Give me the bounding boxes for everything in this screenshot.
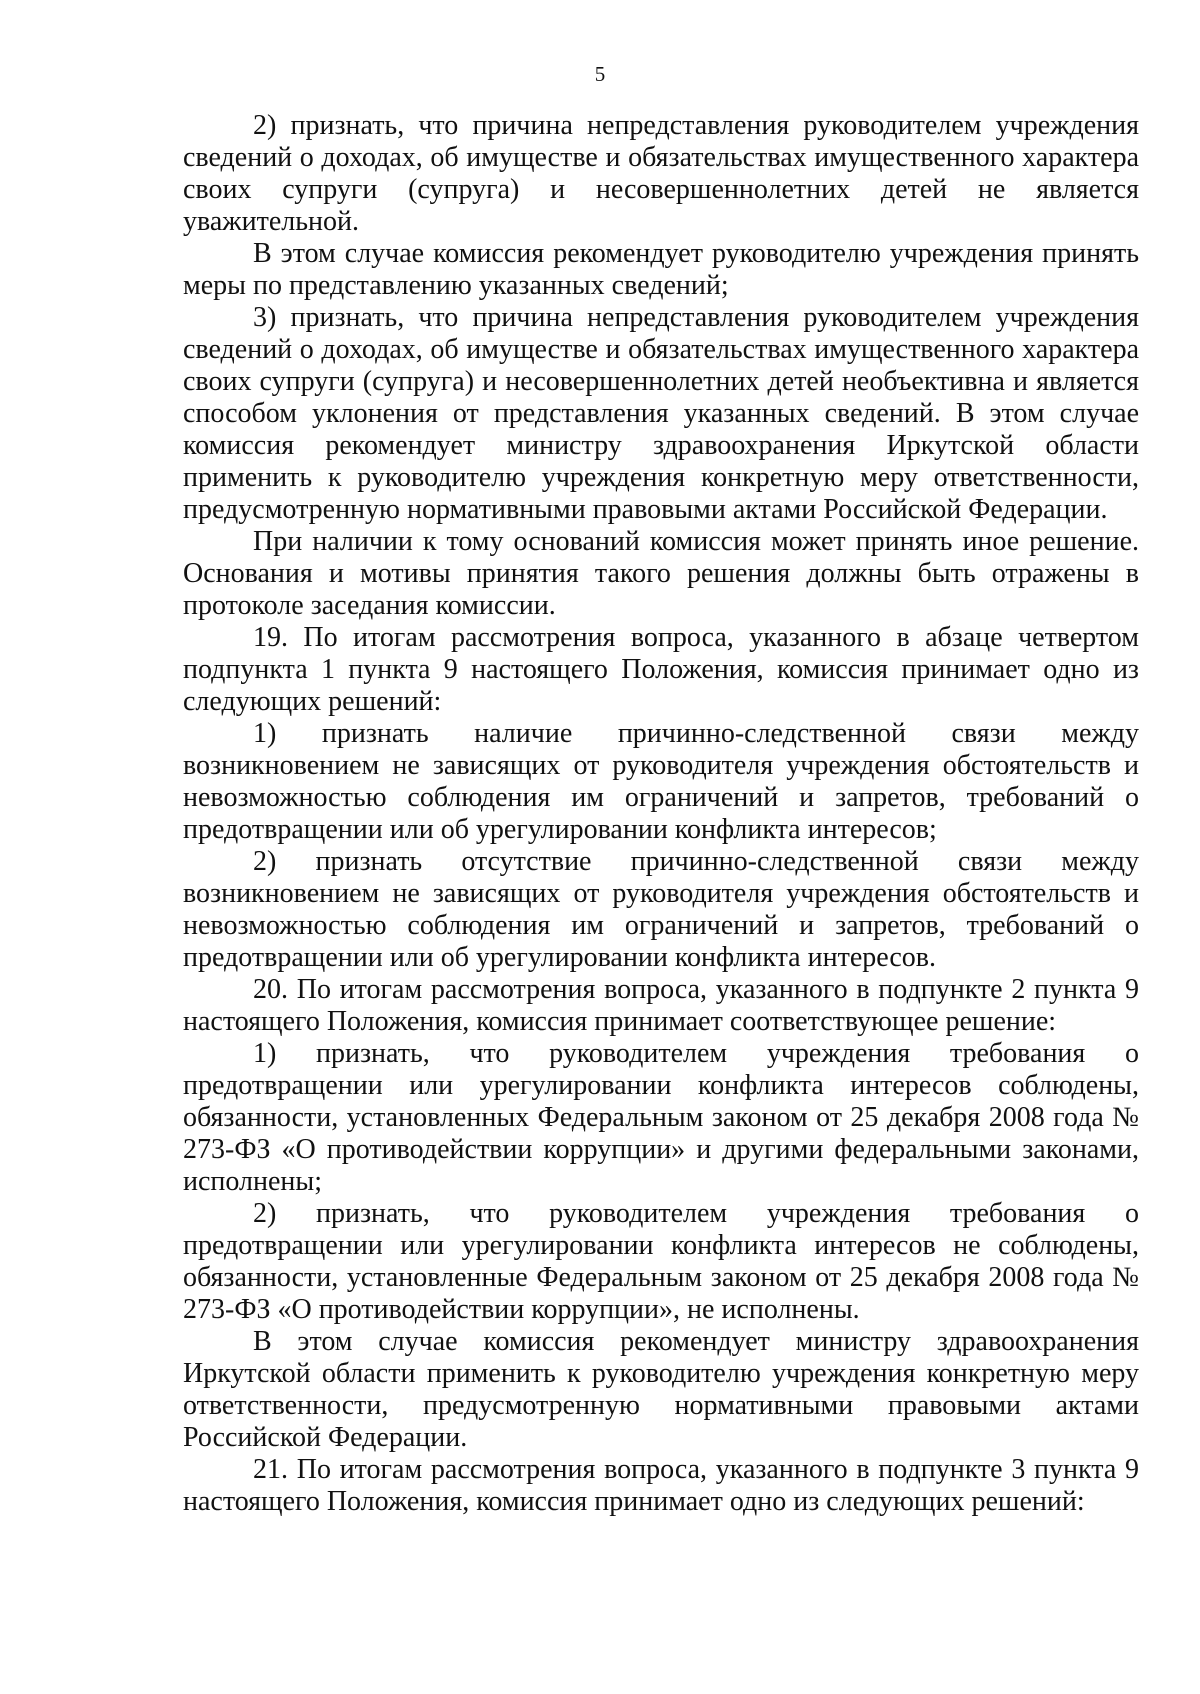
paragraph-section-21: 21. По итогам рассмотрения вопроса, указанного в подпункте 3 пункта 9 настоящего Положения, комиссия принимает одно из следующих решений: [183, 1454, 1139, 1517]
paragraph-20-recommendation: В этом случае комиссия рекомендует министру здравоохранения Иркутской области применить к руководителю учреждения конкретную меру ответственности, предусмотренную нормативными правовыми актами Российской Федерации. [183, 1326, 1139, 1453]
paragraph-other-decision: При наличии к тому оснований комиссия может принять иное решение. Основания и мотивы принятия такого решения должны быть отражены в протоколе заседания комиссии. [183, 526, 1139, 621]
paragraph-section-19: 19. По итогам рассмотрения вопроса, указанного в абзаце четвертом подпункта 1 пункта 9 настоящего Положения, комиссия принимает одно из следующих решений: [183, 622, 1139, 717]
paragraph-19-item-2: 2) признать отсутствие причинно-следственной связи между возникновением не зависящих от руководителя учреждения обстоятельств и невозможностью соблюдения им ограничений и запретов, требований о предотвращении или об урегулировании конфликта интересов. [183, 846, 1139, 973]
paragraph-item-2-not-valid: 2) признать, что причина непредставления руководителем учреждения сведений о доходах, об имуществе и обязательствах имущественного характера своих супруги (супруга) и несовершеннолетних детей не является уважительной. [183, 110, 1139, 237]
paragraph-recommend-measures: В этом случае комиссия рекомендует руководителю учреждения принять меры по представлению указанных сведений; [183, 238, 1139, 301]
paragraph-20-item-2: 2) признать, что руководителем учреждения требования о предотвращении или урегулировании конфликта интересов не соблюдены, обязанности, установленные Федеральным законом от 25 декабря 2008 года № 273-ФЗ «О противодействии коррупции», не исполнены. [183, 1198, 1139, 1325]
document-body [183, 110, 1139, 1518]
paragraph-section-20: 20. По итогам рассмотрения вопроса, указанного в подпункте 2 пункта 9 настоящего Положения, комиссия принимает соответствующее решение: [183, 974, 1139, 1037]
paragraph-20-item-1: 1) признать, что руководителем учреждения требования о предотвращении или урегулировании конфликта интересов соблюдены, обязанности, установленных Федеральным законом от 25 декабря 2008 года № 273-ФЗ «О противодействии коррупции» и другими федеральными законами, исполнены; [183, 1038, 1139, 1197]
paragraph-19-item-1: 1) признать наличие причинно-следственной связи между возникновением не зависящих от руководителя учреждения обстоятельств и невозможностью соблюдения им ограничений и запретов, требований о предотвращении или об урегулировании конфликта интересов; [183, 718, 1139, 845]
paragraph-item-3-evasion: 3) признать, что причина непредставления руководителем учреждения сведений о доходах, об имуществе и обязательствах имущественного характера своих супруги (супруга) и несовершеннолетних детей необъективна и является способом уклонения от представления указанных сведений. В этом случае комиссия рекомендует министру здравоохранения Иркутской области применить к руководителю учреждения конкретную меру ответственности, предусмотренную нормативными правовыми актами Российской Федерации. [183, 302, 1139, 525]
page-number: 5 [594, 62, 606, 86]
